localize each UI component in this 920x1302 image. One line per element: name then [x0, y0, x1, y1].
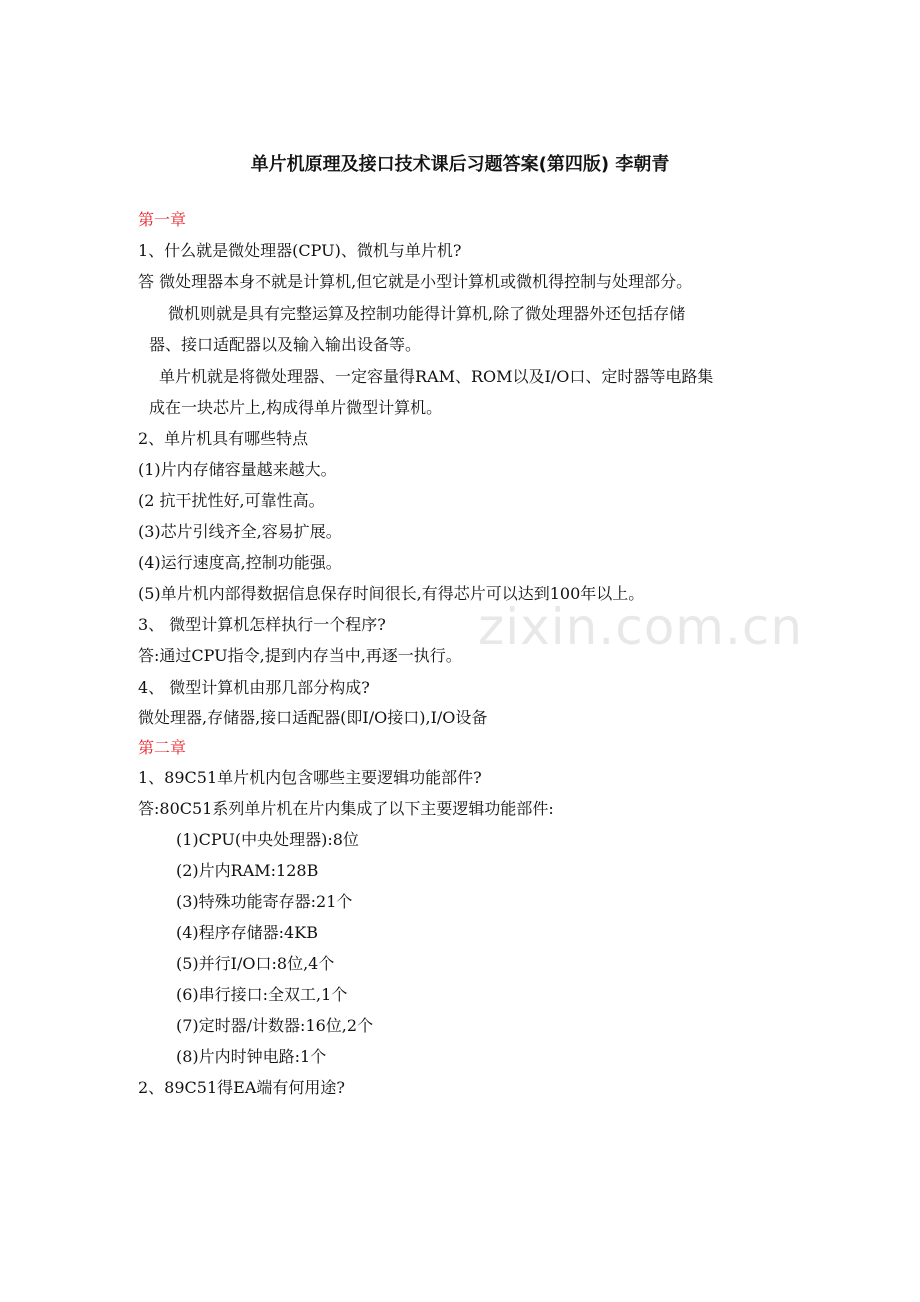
answer-1-2-item: (5)单片机内部得数据信息保存时间很长,有得芯片可以达到100年以上。 — [138, 584, 645, 603]
answer-2-1-item: (2)片内RAM:128B — [176, 861, 319, 880]
answer-2-1-item: (5)并行I/O口:8位,4个 — [176, 954, 335, 973]
answer-1-1-line-3: 器、接口适配器以及输入输出设备等。 — [149, 335, 422, 354]
question-2-2: 2、89C51得EA端有何用途? — [138, 1078, 345, 1097]
answer-1-3: 答:通过CPU指令,提到内存当中,再逐一执行。 — [138, 646, 462, 665]
answer-1-1-line-4: 单片机就是将微处理器、一定容量得RAM、ROM以及I/O口、定时器等电路集 — [159, 367, 714, 386]
answer-1-2-item: (4)运行速度高,控制功能强。 — [138, 553, 342, 572]
answer-2-1-item: (7)定时器/计数器:16位,2个 — [176, 1016, 374, 1035]
answer-1-2-item: (3)芯片引线齐全,容易扩展。 — [138, 522, 342, 541]
answer-1-1-line-1: 答 微处理器本身不就是计算机,但它就是小型计算机或微机得控制与处理部分。 — [138, 272, 693, 291]
document-title: 单片机原理及接口技术课后习题答案(第四版) 李朝青 — [250, 154, 670, 175]
question-1-4: 4、 微型计算机由那几部分构成? — [138, 678, 370, 697]
answer-1-1-line-5: 成在一块芯片上,构成得单片微型计算机。 — [149, 398, 443, 417]
answer-2-1-item: (4)程序存储器:4KB — [176, 923, 318, 942]
answer-2-1-intro: 答:80C51系列单片机在片内集成了以下主要逻辑功能部件: — [138, 799, 554, 818]
answer-2-1-item: (6)串行接口:全双工,1个 — [176, 985, 348, 1004]
answer-2-1-item: (1)CPU(中央处理器):8位 — [176, 830, 359, 849]
answer-1-2-item: (2 抗干扰性好,可靠性高。 — [138, 491, 325, 510]
chapter-2-heading: 第二章 — [138, 738, 187, 757]
answer-2-1-item: (3)特殊功能寄存器:21个 — [176, 892, 353, 911]
question-1-3: 3、 微型计算机怎样执行一个程序? — [138, 615, 386, 634]
question-1-2: 2、单片机具有哪些特点 — [138, 429, 309, 448]
answer-1-2-item: (1)片内存储容量越来越大。 — [138, 460, 337, 479]
question-1-1: 1、什么就是微处理器(CPU)、微机与单片机? — [138, 241, 462, 260]
watermark: zixin.com.cn — [478, 598, 804, 656]
answer-2-1-item: (8)片内时钟电路:1个 — [176, 1047, 327, 1066]
question-2-1: 1、89C51单片机内包含哪些主要逻辑功能部件? — [138, 768, 482, 787]
chapter-1-heading: 第一章 — [138, 210, 187, 229]
answer-1-4: 微处理器,存储器,接口适配器(即I/O接口),I/O设备 — [138, 708, 488, 727]
answer-1-1-line-2: 微机则就是具有完整运算及控制功能得计算机,除了微处理器外还包括存储 — [168, 304, 686, 323]
